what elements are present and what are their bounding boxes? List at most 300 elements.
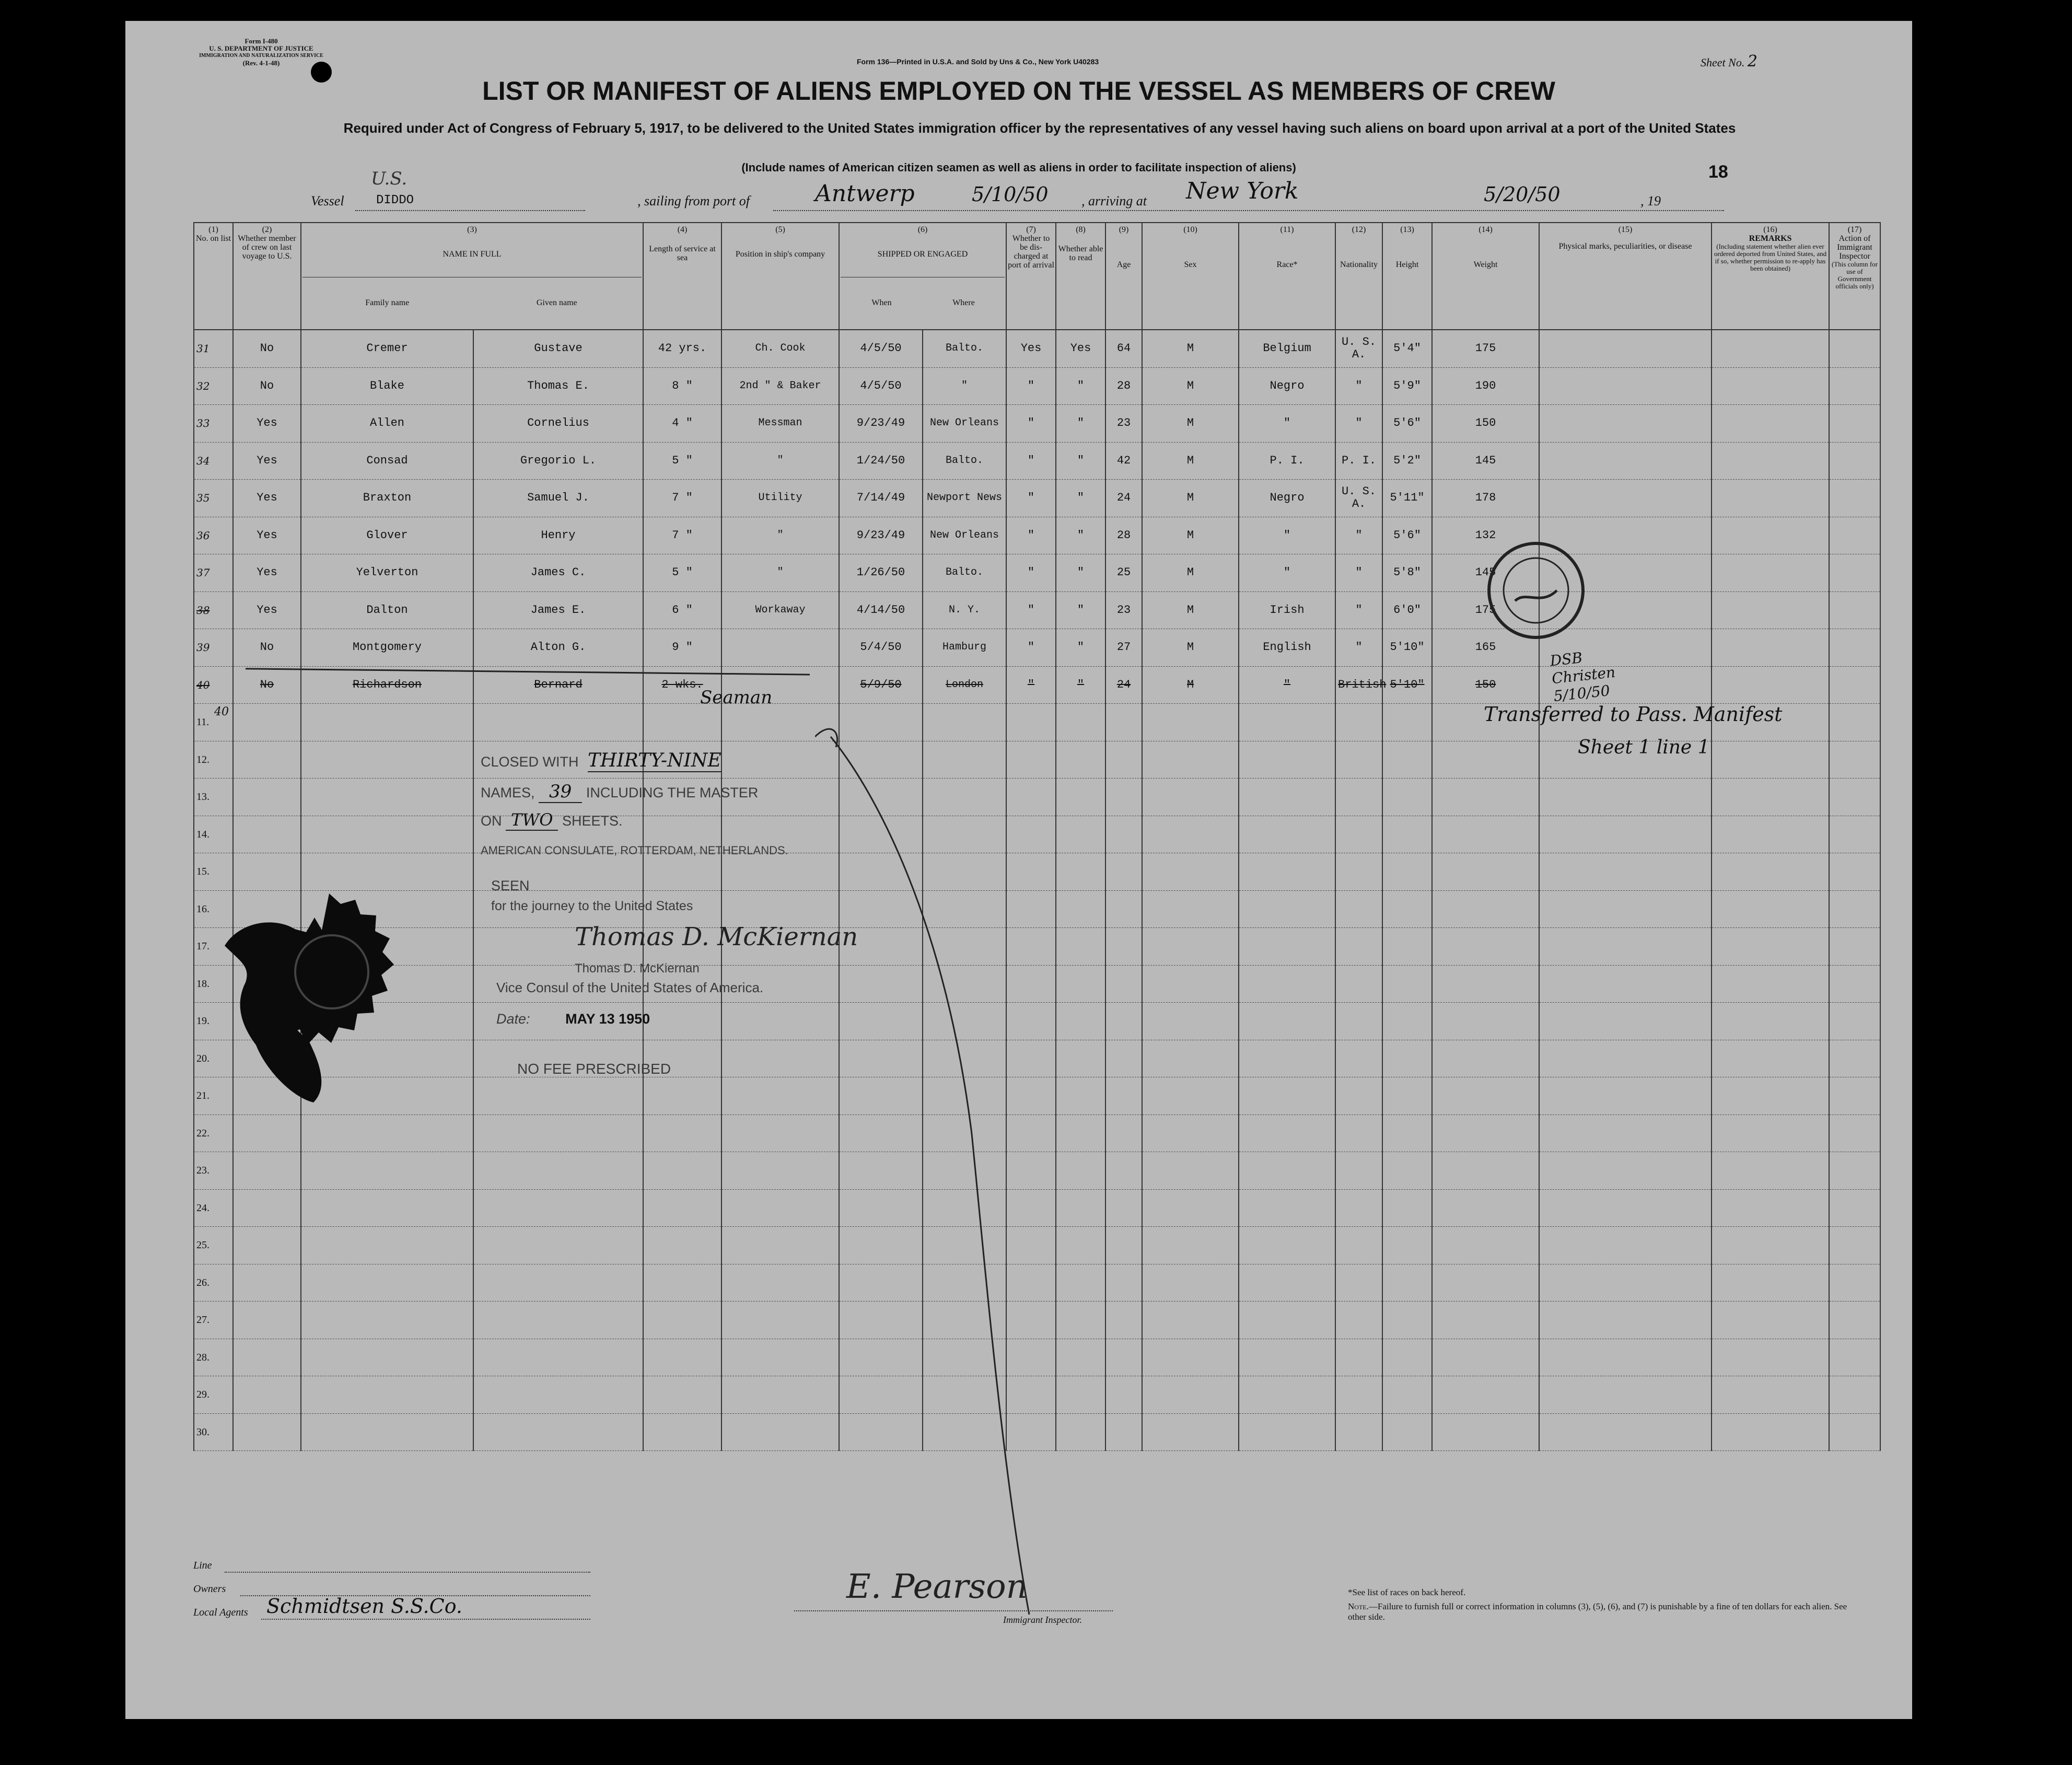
empty-cell — [1382, 1114, 1432, 1152]
empty-cell — [643, 704, 721, 741]
cell-read: " — [1056, 591, 1105, 629]
row-number: 30. — [194, 1413, 233, 1451]
empty-cell — [1056, 704, 1105, 741]
empty-cell — [1105, 1227, 1142, 1264]
row-number: 22. — [194, 1114, 233, 1152]
empty-cell — [301, 1413, 473, 1451]
include-note: (Include names of American citizen seamen as well as aliens in order to facilitate inspection of aliens) — [741, 161, 1296, 174]
empty-cell — [1239, 1189, 1335, 1227]
empty-cell — [301, 1264, 473, 1302]
empty-cell — [1382, 965, 1432, 1003]
cell-remarks — [1712, 405, 1829, 443]
cell-nationality: " — [1335, 517, 1382, 554]
empty-cell — [1142, 1376, 1239, 1414]
row-number: 20. — [194, 1040, 233, 1077]
cell-prev: No — [233, 666, 301, 704]
cell-family: Braxton — [301, 480, 473, 517]
cell-remarks — [1712, 480, 1829, 517]
cell-family: Richardson — [301, 666, 473, 704]
cell-family: Yelverton — [301, 554, 473, 592]
empty-cell — [1539, 853, 1712, 891]
empty-cell — [1105, 1114, 1142, 1152]
empty-cell — [1142, 1152, 1239, 1190]
row-number: 12. — [194, 741, 233, 779]
cell-where: Newport News — [923, 480, 1006, 517]
empty-cell — [1382, 1413, 1432, 1451]
empty-cell — [1142, 1040, 1239, 1077]
col9-header: (9) Age — [1105, 223, 1142, 330]
empty-cell — [1335, 1339, 1382, 1376]
empty-cell — [1142, 1227, 1239, 1264]
cell-age: 24 — [1105, 666, 1142, 704]
sailing-underline — [773, 210, 1191, 211]
cell-age: 28 — [1105, 517, 1142, 554]
arriving-port: New York — [1186, 178, 1299, 204]
row-number: 23. — [194, 1152, 233, 1190]
empty-cell — [1712, 965, 1829, 1003]
empty-cell — [1239, 1413, 1335, 1451]
cell-weight: 150 — [1432, 666, 1539, 704]
empty-cell — [1056, 1413, 1105, 1451]
cell-read: " — [1056, 666, 1105, 704]
empty-cell — [233, 816, 301, 853]
page-number: 18 — [1708, 162, 1728, 182]
row-number: 38 — [194, 591, 233, 629]
blank-row — [194, 965, 1880, 1003]
empty-cell — [1335, 779, 1382, 816]
empty-cell — [1712, 1114, 1829, 1152]
empty-cell — [1056, 1077, 1105, 1115]
cell-given: Henry — [473, 517, 643, 554]
cell-remarks — [1712, 666, 1829, 704]
empty-cell — [1335, 853, 1382, 891]
empty-cell — [1142, 741, 1239, 779]
empty-cell — [1382, 1077, 1432, 1115]
agents-label: Local Agents — [193, 1607, 248, 1618]
cell-physical — [1539, 442, 1712, 480]
closed-count: 39 — [539, 781, 582, 803]
empty-cell — [1239, 890, 1335, 928]
department-name: U. S. DEPARTMENT OF JUSTICE — [209, 44, 313, 52]
remarks-row-40: Transferred to Pass. Manifest — [1484, 703, 1783, 726]
cell-discharge: " — [1006, 554, 1056, 592]
empty-cell — [1829, 1339, 1880, 1376]
col11-header: (11) Race* — [1239, 223, 1335, 330]
empty-cell — [1829, 853, 1880, 891]
blank-row — [194, 779, 1880, 816]
cell-race: English — [1239, 629, 1335, 667]
empty-cell — [1432, 1227, 1539, 1264]
names-stamp-line: NAMES, 39 INCLUDING THE MASTER — [481, 781, 759, 802]
empty-cell — [1432, 965, 1539, 1003]
empty-cell — [1105, 853, 1142, 891]
empty-cell — [473, 704, 643, 741]
empty-cell — [1105, 1077, 1142, 1115]
journey-text: for the journey to the United States — [491, 899, 693, 913]
empty-cell — [1142, 1114, 1239, 1152]
page-subtitle: Required under Act of Congress of February 5, 1917, to be delivered to the United States immigration officer by the representatives of any vessel having such aliens on board upon arrival at a port of the United States — [343, 120, 1736, 136]
empty-cell — [473, 1189, 643, 1227]
cell-height: 6'0" — [1382, 591, 1432, 629]
empty-cell — [301, 1339, 473, 1376]
cell-height: 5'6" — [1382, 517, 1432, 554]
empty-cell — [301, 1302, 473, 1339]
cell-family: Blake — [301, 367, 473, 405]
binder-hole — [55, 1139, 81, 1165]
empty-cell — [1382, 1376, 1432, 1414]
col17-header: (17) Action of Immigrant Inspector (This column for use of Government officials only) — [1829, 223, 1880, 330]
empty-cell — [1712, 1152, 1829, 1190]
cell-race: " — [1239, 405, 1335, 443]
empty-cell — [1432, 816, 1539, 853]
empty-cell — [1829, 928, 1880, 966]
row-number: 35 — [194, 480, 233, 517]
empty-cell — [1432, 1114, 1539, 1152]
empty-cell — [1239, 741, 1335, 779]
row-number: 21. — [194, 1077, 233, 1115]
empty-cell — [473, 1114, 643, 1152]
cell-sex: M — [1142, 517, 1239, 554]
empty-cell — [233, 1189, 301, 1227]
empty-cell — [1432, 1264, 1539, 1302]
empty-cell — [1539, 1040, 1712, 1077]
col5-header: (5) Position in ship's company — [721, 223, 839, 330]
on-label: ON — [481, 813, 502, 829]
empty-cell — [1239, 1227, 1335, 1264]
empty-cell — [1239, 1114, 1335, 1152]
empty-cell — [1335, 965, 1382, 1003]
empty-cell — [1539, 1413, 1712, 1451]
empty-cell — [1712, 741, 1829, 779]
col10-header: (10) Sex — [1142, 223, 1239, 330]
cell-given: Thomas E. — [473, 367, 643, 405]
empty-cell — [1056, 853, 1105, 891]
empty-cell — [1142, 816, 1239, 853]
cell-discharge: Yes — [1006, 330, 1056, 367]
cell-weight: 178 — [1432, 480, 1539, 517]
cell-nationality: " — [1335, 367, 1382, 405]
empty-cell — [233, 1413, 301, 1451]
empty-cell — [1432, 1189, 1539, 1227]
empty-cell — [1829, 890, 1880, 928]
empty-cell — [1712, 1302, 1829, 1339]
cell-discharge: " — [1006, 629, 1056, 667]
empty-cell — [1142, 853, 1239, 891]
empty-cell — [1829, 1227, 1880, 1264]
empty-cell — [1829, 1077, 1880, 1115]
empty-cell — [1056, 1189, 1105, 1227]
empty-cell — [1382, 1264, 1432, 1302]
empty-cell — [1432, 1302, 1539, 1339]
empty-cell — [1105, 816, 1142, 853]
consul-signature: Thomas D. McKiernan — [575, 922, 858, 951]
closed-with-stamp — [481, 750, 721, 771]
cell-service: 42 yrs. — [643, 330, 721, 367]
cell-discharge: " — [1006, 442, 1056, 480]
empty-cell — [1712, 890, 1829, 928]
cell-physical — [1539, 480, 1712, 517]
empty-cell — [1239, 1077, 1335, 1115]
vessel-label: Vessel — [311, 193, 344, 208]
cell-position: Workaway — [721, 591, 839, 629]
empty-cell — [1056, 1040, 1105, 1077]
sheet-number — [1701, 52, 1757, 71]
empty-cell — [1239, 1040, 1335, 1077]
cell-when: 4/5/50 — [839, 367, 923, 405]
row-number: 16. — [194, 890, 233, 928]
empty-cell — [1239, 1376, 1335, 1414]
empty-cell — [1829, 1040, 1880, 1077]
blank-row — [194, 1376, 1880, 1414]
empty-cell — [1432, 1003, 1539, 1040]
cell-given: James C. — [473, 554, 643, 592]
seen-label: SEEN — [491, 878, 530, 893]
empty-cell — [1105, 1189, 1142, 1227]
empty-cell — [1539, 1189, 1712, 1227]
year-label: , 19 — [1640, 193, 1661, 208]
note-text: —Failure to furnish full or correct information in columns (3), (5), (6), and (7) is punishable by a fine of ten dollars for each alien. See other side. — [1348, 1601, 1847, 1622]
empty-cell — [1142, 965, 1239, 1003]
service-name: IMMIGRATION AND NATURALIZATION SERVICE — [199, 53, 323, 59]
cell-read: " — [1056, 517, 1105, 554]
blank-row — [194, 1302, 1880, 1339]
page-title: LIST OR MANIFEST OF ALIENS EMPLOYED ON THE VESSEL AS MEMBERS OF CREW — [482, 76, 1555, 106]
empty-cell — [1382, 890, 1432, 928]
cell-sex: M — [1142, 330, 1239, 367]
cell-service: 9 " — [643, 629, 721, 667]
empty-cell — [1712, 853, 1829, 891]
cell-prev: Yes — [233, 517, 301, 554]
hand-seaman: Seaman — [700, 687, 773, 708]
empty-cell — [233, 1376, 301, 1414]
empty-cell — [1335, 816, 1382, 853]
cell-read: " — [1056, 442, 1105, 480]
cell-service: 6 " — [643, 591, 721, 629]
col16-header: (16) REMARKS (Including statement whether alien ever ordered deported from United States, and if so, whether permission to re-apply has been obtained) — [1712, 223, 1829, 330]
empty-cell — [1712, 928, 1829, 966]
cell-family: Glover — [301, 517, 473, 554]
pen-stroke — [815, 716, 1034, 1620]
col12-header: (12) Nationality — [1335, 223, 1382, 330]
cell-height: 5'11" — [1382, 480, 1432, 517]
cell-read: " — [1056, 480, 1105, 517]
empty-cell — [1539, 928, 1712, 966]
empty-cell — [1105, 1003, 1142, 1040]
empty-cell — [1105, 890, 1142, 928]
cell-prev: Yes — [233, 442, 301, 480]
cell-prev: No — [233, 629, 301, 667]
cell-where: New Orleans — [923, 517, 1006, 554]
empty-cell — [301, 816, 473, 853]
empty-cell — [233, 1264, 301, 1302]
empty-cell — [301, 1152, 473, 1190]
empty-cell — [1712, 779, 1829, 816]
empty-cell — [1539, 1227, 1712, 1264]
names-label: NAMES — [481, 785, 531, 800]
crew-row — [194, 405, 1880, 443]
blank-row — [194, 816, 1880, 853]
empty-cell — [1056, 1114, 1105, 1152]
row-number: 11. — [194, 704, 233, 741]
inspector-underline — [794, 1610, 1113, 1611]
empty-cell — [1239, 928, 1335, 966]
cell-weight: 190 — [1432, 367, 1539, 405]
empty-cell — [473, 1077, 643, 1115]
empty-cell — [1239, 1264, 1335, 1302]
empty-cell — [1105, 1264, 1142, 1302]
where-header: Where — [952, 298, 975, 307]
empty-cell — [1829, 741, 1880, 779]
empty-cell — [1335, 1114, 1382, 1152]
consulate-name: AMERICAN CONSULATE, ROTTERDAM, NETHERLANDS. — [481, 844, 788, 857]
cell-when: 1/24/50 — [839, 442, 923, 480]
cell-remarks — [1712, 442, 1829, 480]
cell-service: 5 " — [643, 442, 721, 480]
blank-row — [194, 1189, 1880, 1227]
empty-cell — [1382, 1003, 1432, 1040]
sheets-label: SHEETS. — [562, 813, 623, 829]
binder-hole — [55, 60, 81, 86]
empty-cell — [1142, 1189, 1239, 1227]
empty-cell — [1335, 1040, 1382, 1077]
cell-remarks — [1712, 629, 1829, 667]
blank-row — [194, 1227, 1880, 1264]
empty-cell — [1239, 1339, 1335, 1376]
cell-position: " — [721, 517, 839, 554]
empty-cell — [1539, 1114, 1712, 1152]
agents-value: Schmidtsen S.S.Co. — [266, 1595, 462, 1618]
empty-cell — [1335, 890, 1382, 928]
cell-race: " — [1239, 666, 1335, 704]
cell-nationality: " — [1335, 554, 1382, 592]
cell-where: Hamburg — [923, 629, 1006, 667]
cell-prev: Yes — [233, 405, 301, 443]
cell-service: 4 " — [643, 405, 721, 443]
column-header-row — [194, 223, 1880, 330]
cell-when: 1/26/50 — [839, 554, 923, 592]
empty-cell — [643, 1189, 721, 1227]
cell-prev: Yes — [233, 480, 301, 517]
empty-cell — [643, 1152, 721, 1190]
empty-cell — [643, 1376, 721, 1414]
empty-cell — [1829, 1376, 1880, 1414]
empty-cell — [1105, 1413, 1142, 1451]
owners-label: Owners — [193, 1583, 226, 1595]
col13-header: (13) Height — [1382, 223, 1432, 330]
cell-position: Messman — [721, 405, 839, 443]
cell-discharge: " — [1006, 480, 1056, 517]
arriving-label: , arriving at — [1081, 193, 1147, 208]
blank-row — [194, 1077, 1880, 1115]
empty-cell — [301, 1189, 473, 1227]
sailing-label: , sailing from port of — [637, 193, 750, 208]
empty-cell — [1432, 928, 1539, 966]
empty-cell — [1712, 1189, 1829, 1227]
line-label: Line — [193, 1560, 212, 1571]
cell-height: 5'9" — [1382, 367, 1432, 405]
cell-family: Allen — [301, 405, 473, 443]
row-number: 15. — [194, 853, 233, 891]
empty-cell — [1056, 741, 1105, 779]
cell-race: " — [1239, 554, 1335, 592]
no-fee-text: NO FEE PRESCRIBED — [517, 1061, 671, 1077]
blank-row — [194, 1114, 1880, 1152]
cell-weight: 175 — [1432, 591, 1539, 629]
remarks-row-39: DSB Christen 5/10/50 — [1549, 649, 1616, 705]
empty-cell — [1539, 1376, 1712, 1414]
empty-cell — [1539, 1264, 1712, 1302]
signer-title: Vice Consul of the United States of America. — [496, 980, 764, 995]
arriving-underline — [1170, 210, 1724, 211]
blank-row — [194, 853, 1880, 891]
cell-given: Samuel J. — [473, 480, 643, 517]
cell-sex: M — [1142, 367, 1239, 405]
col7-header: (7) Whether to be dis-charged at port of arrival — [1006, 223, 1056, 330]
signer-name: Thomas D. McKiernan — [575, 961, 700, 976]
empty-cell — [1142, 1003, 1239, 1040]
empty-cell — [1829, 816, 1880, 853]
empty-cell — [1829, 1152, 1880, 1190]
empty-cell — [643, 1413, 721, 1451]
cell-prev: No — [233, 367, 301, 405]
cell-when: 7/14/49 — [839, 480, 923, 517]
empty-cell — [1829, 779, 1880, 816]
empty-cell — [233, 1152, 301, 1190]
empty-cell — [1539, 1152, 1712, 1190]
empty-cell — [1829, 704, 1880, 741]
empty-cell — [301, 853, 473, 891]
cell-race: " — [1239, 517, 1335, 554]
empty-cell — [1712, 1077, 1829, 1115]
cell-prev: No — [233, 330, 301, 367]
empty-cell — [1056, 1003, 1105, 1040]
row-number: 18. — [194, 965, 233, 1003]
cell-service: 8 " — [643, 367, 721, 405]
empty-cell — [1432, 1152, 1539, 1190]
cell-action — [1829, 591, 1880, 629]
empty-cell — [1382, 853, 1432, 891]
empty-cell — [1829, 1302, 1880, 1339]
vessel-name: DIDDO — [376, 193, 414, 207]
empty-cell — [1105, 928, 1142, 966]
col8-header: (8) Whether able to read — [1056, 223, 1105, 330]
cell-nationality: " — [1335, 591, 1382, 629]
immigration-stamp-icon — [1484, 538, 1588, 643]
empty-cell — [1432, 890, 1539, 928]
empty-cell — [1539, 816, 1712, 853]
cell-action — [1829, 442, 1880, 480]
cell-given: Bernard — [473, 666, 643, 704]
race-note: *See list of races on back hereof. — [1348, 1587, 1466, 1597]
cell-nationality: P. I. — [1335, 442, 1382, 480]
row-number: 33 — [194, 405, 233, 443]
empty-cell — [1382, 1152, 1432, 1190]
cell-action — [1829, 480, 1880, 517]
binder-hole — [55, 1466, 81, 1492]
empty-cell — [1239, 853, 1335, 891]
cell-weight: 145 — [1432, 554, 1539, 592]
empty-cell — [473, 1376, 643, 1414]
empty-cell — [1335, 1264, 1382, 1302]
empty-cell — [643, 1339, 721, 1376]
consular-seal-icon — [204, 888, 413, 1108]
cell-action — [1829, 405, 1880, 443]
cell-service: 7 " — [643, 517, 721, 554]
empty-cell — [1142, 779, 1239, 816]
cell-weight: 175 — [1432, 330, 1539, 367]
empty-cell — [1056, 1264, 1105, 1302]
cell-action — [1829, 367, 1880, 405]
